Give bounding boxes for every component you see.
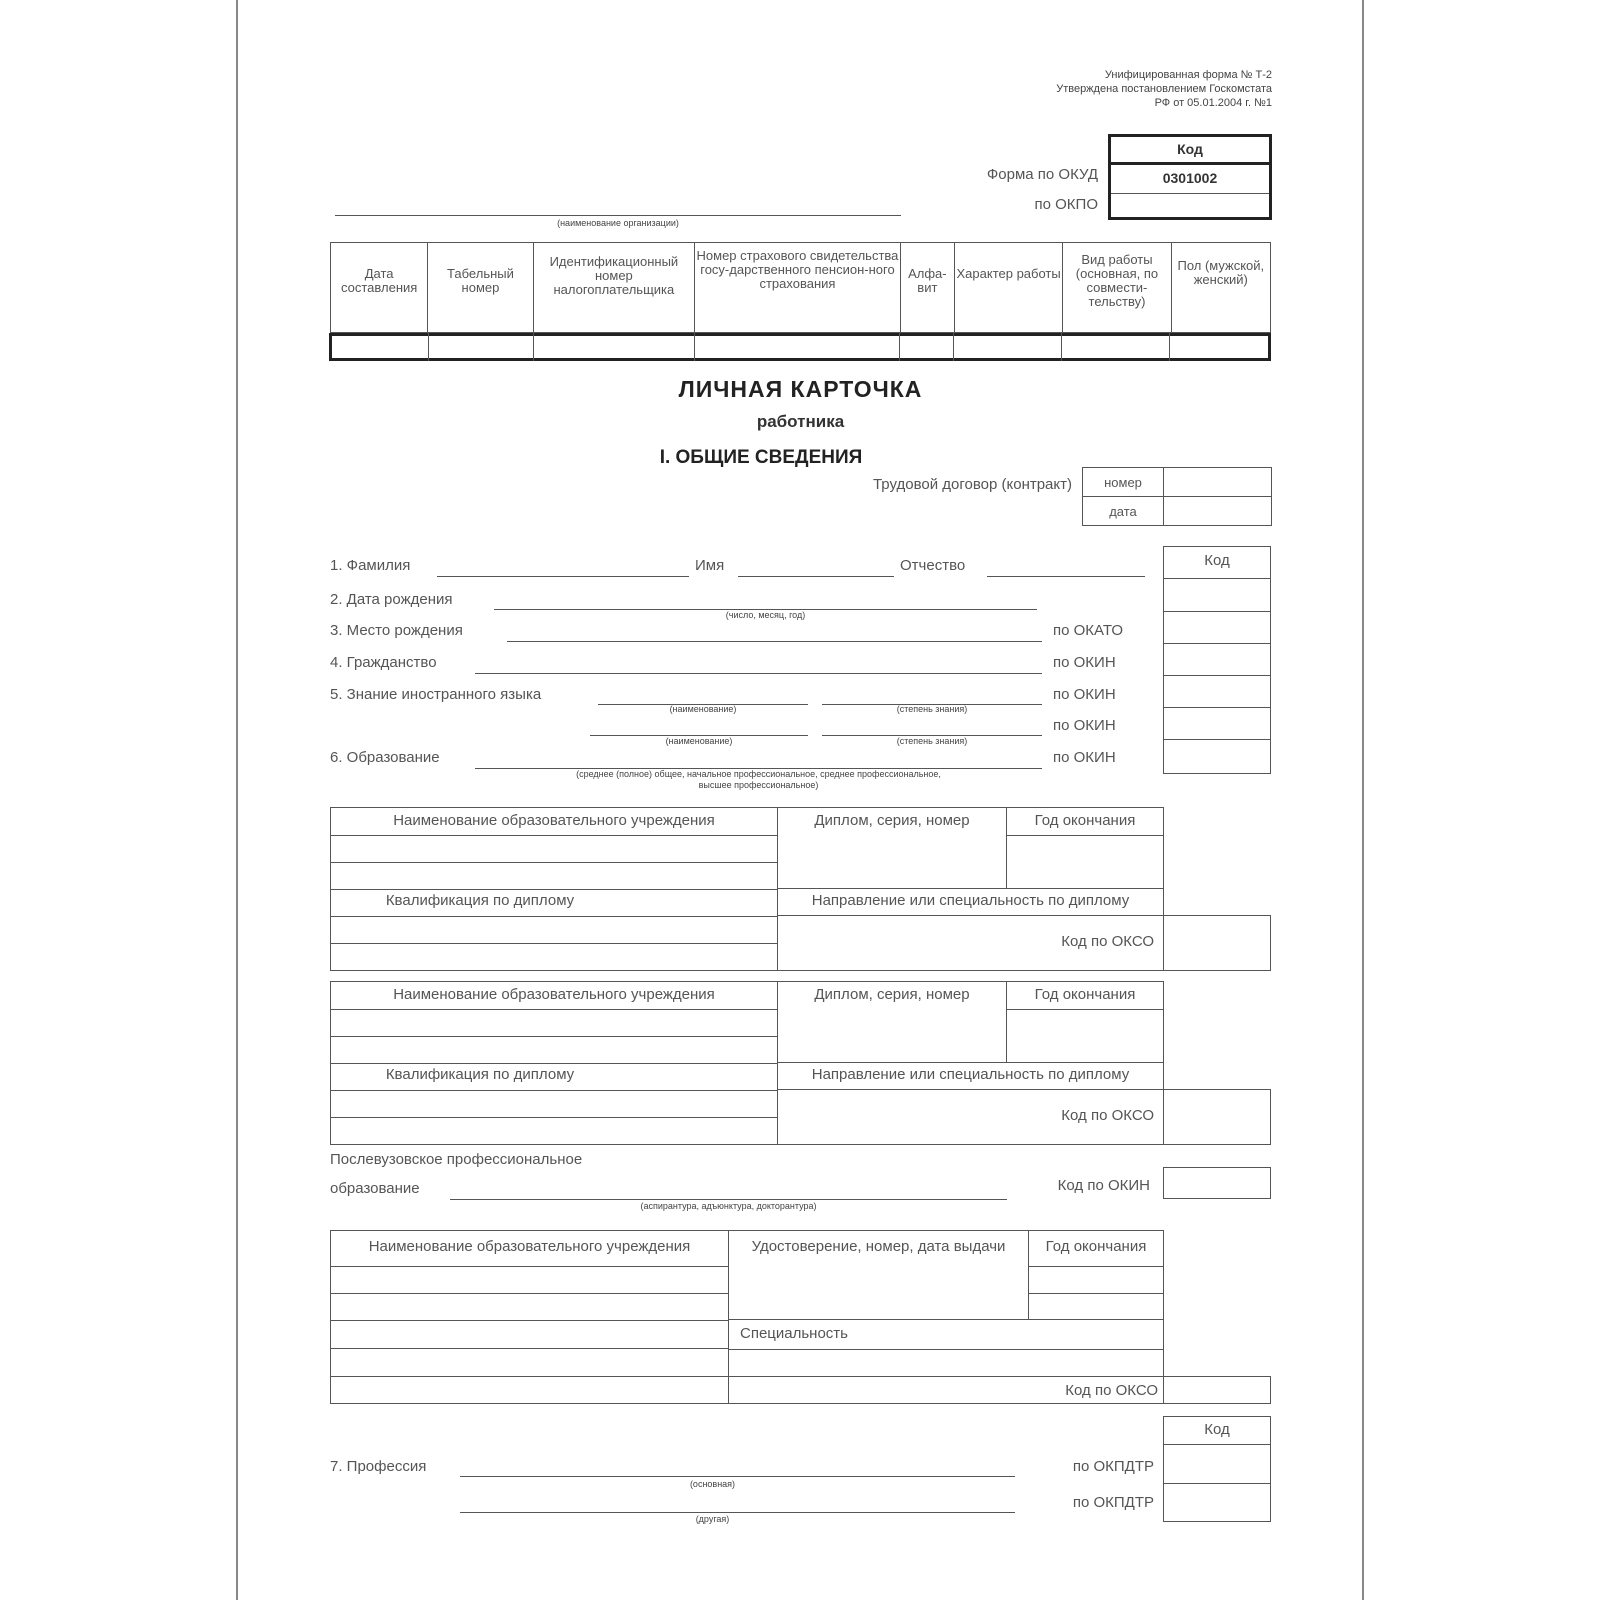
okato-label: по ОКАТО	[1053, 622, 1124, 639]
postgrad-label-2: образование	[330, 1180, 420, 1197]
code-cell-blank[interactable]	[1164, 579, 1270, 612]
education-block-2	[330, 981, 1271, 1145]
profession-caption-2: (другая)	[695, 1514, 730, 1524]
okin-language-label-2: по ОКИН	[1053, 717, 1116, 734]
edu2-institution-header: Наименование образовательного учреждения	[393, 986, 715, 1003]
organization-caption: (наименование организации)	[557, 218, 679, 228]
education-label: 6. Образование	[330, 749, 440, 766]
contract-number-value[interactable]	[1164, 468, 1272, 497]
okin-education-label: по ОКИН	[1053, 749, 1116, 766]
patronymic-label: Отчество	[900, 557, 966, 574]
birthdate-caption: (число, месяц, год)	[725, 610, 806, 620]
profession-other-input[interactable]	[460, 1512, 1015, 1513]
postgrad-label-1: Послевузовское профессиональное	[330, 1151, 583, 1168]
divider	[899, 333, 900, 361]
code-cell-okin-language-2[interactable]	[1164, 708, 1270, 740]
edu2-okso-label: Код по ОКСО	[1061, 1107, 1154, 1124]
surname-label: 1. Фамилия	[330, 557, 411, 574]
language-caption-level-1: (степень знания)	[896, 704, 968, 714]
language-caption-name-2: (наименование)	[665, 736, 733, 746]
citizenship-input[interactable]	[475, 673, 1042, 674]
language-label: 5. Знание иностранного языка	[330, 686, 542, 703]
language-caption-level-2: (степень знания)	[896, 736, 968, 746]
edu2-year-header: Год окончания	[1034, 986, 1136, 1003]
okso-code-cell-2[interactable]	[1163, 1089, 1271, 1145]
th-snils: Номер страхового свидетельства госу-дарственного пенсион-ного страхования	[696, 248, 899, 291]
profession-code-cell-2[interactable]	[1164, 1484, 1270, 1521]
postgrad-year-header: Год окончания	[1045, 1238, 1147, 1255]
postgrad-input[interactable]	[450, 1199, 1007, 1200]
edu1-qualification-header: Квалификация по диплому	[385, 892, 575, 909]
page-title: ЛИЧНАЯ КАРТОЧКА	[678, 376, 923, 402]
postgrad-certificate-header: Удостоверение, номер, дата выдачи	[751, 1238, 1006, 1255]
profession-label: 7. Профессия	[330, 1458, 427, 1475]
code-cell-okin-language-1[interactable]	[1164, 676, 1270, 708]
education-caption-2: высшее профессиональное)	[698, 780, 819, 790]
education-caption-1: (среднее (полное) общее, начальное профессиональное, среднее профессиональное,	[576, 769, 941, 779]
edu1-okso-label: Код по ОКСО	[1061, 933, 1154, 950]
contract-date-label: дата	[1109, 504, 1137, 519]
approval-line-3: РФ от 05.01.2004 г. №1	[1154, 97, 1272, 109]
th-work-nature: Характер работы	[956, 266, 1061, 281]
profession-code-column	[1163, 1416, 1271, 1522]
okso-code-cell-1[interactable]	[1163, 915, 1271, 971]
surname-input[interactable]	[437, 576, 689, 577]
code-cell-okin-education[interactable]	[1164, 740, 1270, 773]
education-block-1	[330, 807, 1271, 971]
codes-box	[1108, 134, 1272, 220]
approval-line-2: Утверждена постановлением Госкомстата	[1056, 83, 1272, 95]
postgrad-specialty-header: Специальность	[740, 1325, 848, 1342]
profession-code-cell-1[interactable]	[1164, 1445, 1270, 1484]
th-date: Дата составления	[340, 266, 418, 295]
th-inn: Идентификационный номер налогоплательщика	[549, 254, 679, 297]
profession-caption-1: (основная)	[689, 1479, 736, 1489]
okud-code[interactable]: 0301002	[1111, 165, 1269, 194]
postgrad-okso-label: Код по ОКСО	[1065, 1382, 1158, 1399]
edu1-institution-header: Наименование образовательного учреждения	[393, 812, 715, 829]
contract-table	[1082, 467, 1272, 526]
postgrad-okso-cell[interactable]	[1163, 1376, 1271, 1404]
postgrad-okin-label: Код по ОКИН	[1057, 1177, 1150, 1194]
patronymic-input[interactable]	[987, 576, 1145, 577]
code-cell-okin-citizenship[interactable]	[1164, 644, 1270, 676]
divider	[1061, 333, 1062, 361]
codes-header: Код	[1111, 137, 1269, 165]
birthplace-input[interactable]	[507, 641, 1042, 642]
okpdtr-label-1: по ОКПДТР	[1072, 1458, 1154, 1475]
postgrad-caption: (аспирантура, адъюнктура, докторантура)	[640, 1201, 817, 1211]
code-column-header: Код	[1164, 547, 1270, 579]
top-table	[330, 242, 1271, 333]
code-cell-okato[interactable]	[1164, 612, 1270, 644]
th-tab-number: Табельный номер	[447, 266, 514, 295]
edu2-qualification-header: Квалификация по диплому	[385, 1066, 575, 1083]
postgrad-table	[330, 1230, 1271, 1404]
divider	[1169, 333, 1170, 361]
language-caption-name-1: (наименование)	[669, 704, 737, 714]
postgrad-okin-cell[interactable]	[1163, 1167, 1271, 1199]
top-table-input-row	[329, 333, 1271, 361]
birthplace-label: 3. Место рождения	[330, 622, 463, 639]
okin-citizenship-label: по ОКИН	[1053, 654, 1116, 671]
postgrad-institution-header: Наименование образовательного учреждения	[368, 1238, 691, 1255]
okud-label: Форма по ОКУД	[986, 166, 1098, 183]
edu2-diploma-header: Диплом, серия, номер	[814, 986, 970, 1003]
okin-language-label-1: по ОКИН	[1053, 686, 1116, 703]
section-title: I. ОБЩИЕ СВЕДЕНИЯ	[659, 447, 863, 468]
okpdtr-label-2: по ОКПДТР	[1072, 1494, 1154, 1511]
edu2-specialty-header: Направление или специальность по диплому	[811, 1066, 1130, 1083]
divider	[694, 333, 695, 361]
code-column	[1163, 546, 1271, 774]
contract-date-value[interactable]	[1164, 497, 1272, 526]
name-input[interactable]	[738, 576, 894, 577]
okpo-code[interactable]	[1111, 194, 1269, 220]
okpo-label: по ОКПО	[1034, 196, 1098, 213]
profession-code-header: Код	[1164, 1417, 1270, 1445]
divider	[533, 333, 534, 361]
organization-line[interactable]	[335, 215, 901, 216]
page-subtitle: работника	[756, 412, 845, 431]
birthdate-label: 2. Дата рождения	[330, 591, 453, 608]
th-gender: Пол (мужской, женский)	[1177, 258, 1265, 287]
citizenship-label: 4. Гражданство	[330, 654, 437, 671]
edu1-year-header: Год окончания	[1034, 812, 1136, 829]
profession-main-input[interactable]	[460, 1476, 1015, 1477]
approval-line-1: Унифицированная форма № Т-2	[1104, 69, 1272, 81]
edu1-specialty-header: Направление или специальность по диплому	[811, 892, 1130, 909]
th-work-type: Вид работы (основная, по совмести-тельству)	[1075, 252, 1159, 309]
contract-number-label: номер	[1104, 475, 1142, 490]
edu1-diploma-header: Диплом, серия, номер	[814, 812, 970, 829]
name-label: Имя	[695, 557, 725, 574]
divider	[428, 333, 429, 361]
contract-label: Трудовой договор (контракт)	[872, 476, 1072, 493]
divider	[953, 333, 954, 361]
th-alphabet: Алфа-вит	[908, 266, 947, 295]
